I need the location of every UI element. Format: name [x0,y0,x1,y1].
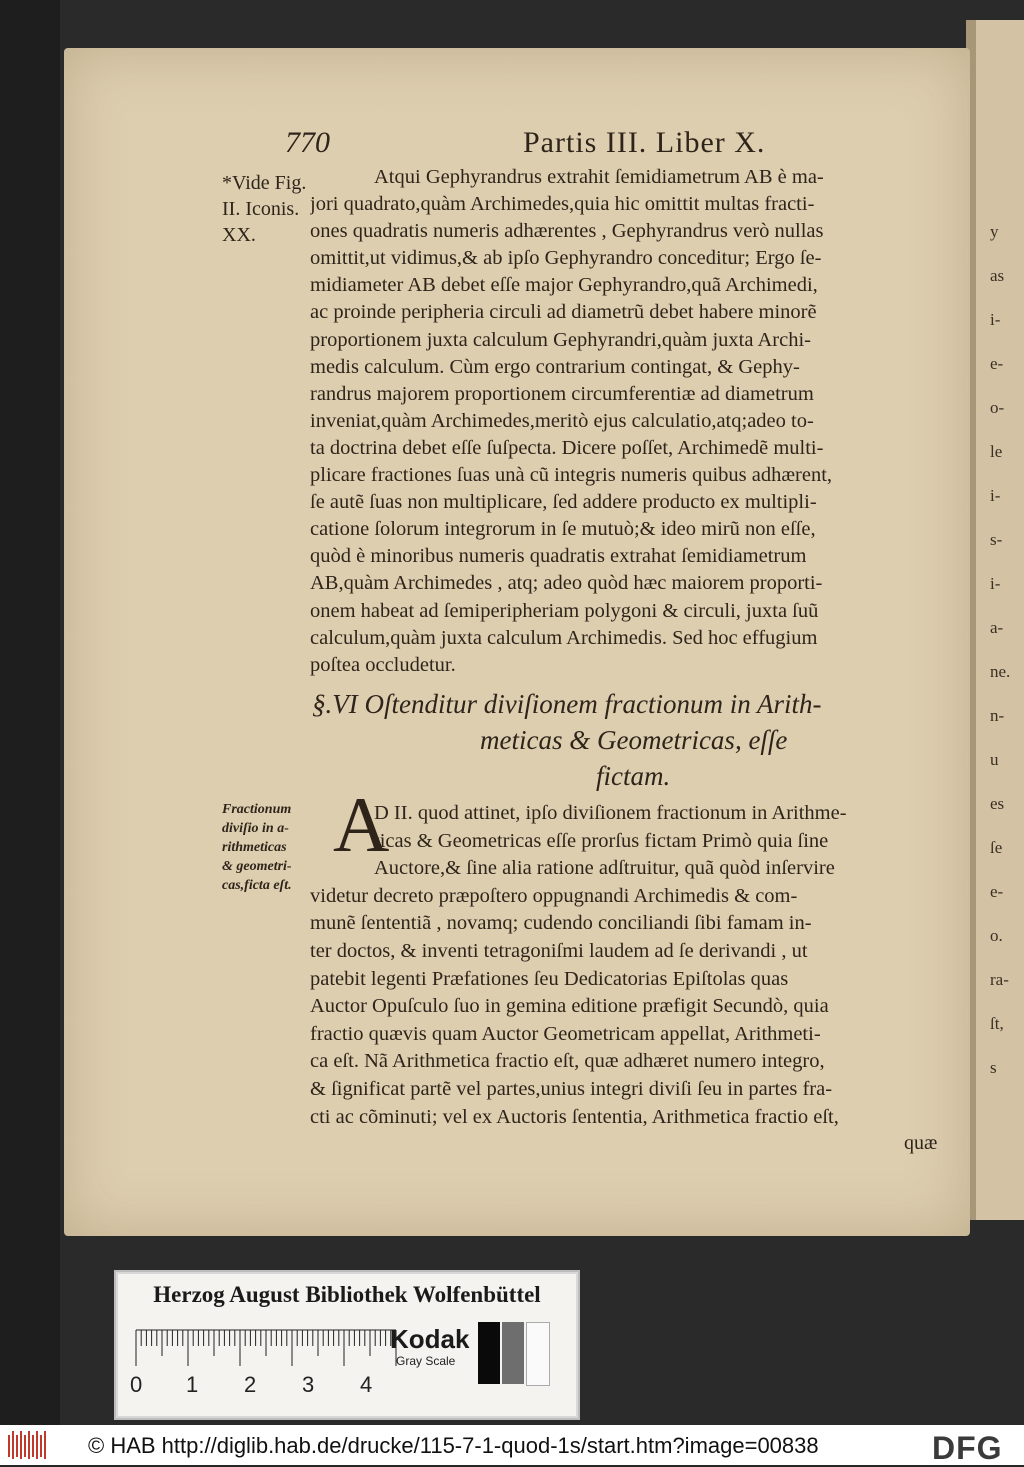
text-line: onem habeat ad ſemiperipheriam polygoni & circuli, juxta ſuũ [310,599,819,622]
fragment-text: s- [990,530,1003,549]
text-line: randrus majorem proportionem circumferentiæ ad diametrum [310,382,814,405]
library-name: Herzog August Bibliothek Wolfenbüttel [153,1282,541,1307]
fragment-text: ne. [990,662,1011,681]
text-line: ac proinde peripheria circuli ad diametrũ debet habere minorẽ [310,301,817,324]
text-line: D II. quod attinet, ipſo diviſionem fractionum in Arithme- [374,802,847,824]
text-line: munẽ ſententiã , novamq; cudendo conciliandi ſibi famam in- [310,912,812,935]
fragment-text: ſt, [990,1014,1004,1033]
swatch-black [478,1322,500,1384]
paragraph-1 [310,164,960,679]
scanner-edge [0,0,60,1425]
swatch-white [526,1322,550,1386]
barcode-icon [6,1429,50,1461]
text-line: ſe autẽ ſuas non multiplicare, ſed addere producto ex multipli- [310,491,817,514]
text-line: plicare fractiones ſuas unà cũ integris numeris quibus adhærent, [310,464,833,487]
text-line: ones quadratis numeris adhærentes , Gephyrandrus verò nullas [310,220,824,243]
text-line: videtur decreto præpoſtero oppugnandi Archimedis & com- [310,884,798,907]
margin-note-figure-ref: *Vide Fig. II. Iconis. XX. [222,172,307,246]
text-line: quòd è minoribus numeris quadratis extrahat ſemidiametrum [310,545,807,568]
fragment-text: a- [990,618,1004,637]
text-line: poſtea occludetur. [310,653,456,676]
text-line: omittit,ut vidimus,& ab ipſo Gephyrandro conceditur; Ergo ſe- [310,247,822,270]
kodak-logo: Kodak [390,1324,470,1354]
page-number: 770 [285,126,330,159]
text-line: & ſignificat partẽ vel partes,unius integri diviſi ſeu in partes fra- [310,1077,833,1100]
fragment-text: u [990,750,999,769]
fragment-text: e- [990,882,1004,901]
fragment-text: le [990,442,1003,461]
fragment-text: i- [990,486,1001,505]
fragment-text: o- [990,398,1005,417]
fragment-text: i- [990,310,1001,329]
fragment-text: y [990,222,999,241]
running-title: Partis III. Liber X. [523,126,766,159]
text-line: ter doctos, & inventi tetragoniſmi laudem ad ſe derivandi , ut [310,939,808,962]
text-line: ta doctrina debet eſſe ſuſpecta. Dicere poſſet, Archimedẽ multi- [310,436,824,459]
fragment-text: i- [990,574,1001,593]
drop-cap: A [333,781,390,868]
fragment-text: as [990,266,1005,285]
library-scale-card [116,1272,578,1418]
fragment-text: ſe [990,838,1003,857]
text-line: fractio quævis quam Auctor Geometricam appellat, Arithmeti- [310,1022,821,1045]
text-line: inveniat,quàm Archimedes,meritò ejus calculatio,atq;adeo to- [310,409,814,432]
paragraph-2 [310,800,960,1131]
fragment-text: e- [990,354,1004,373]
text-line: ca eſt. Nã Arithmetica fractio eſt, quæ adhæret numero integro, [310,1050,825,1073]
section-heading: §.VI Oſtenditur diviſionem fractionum in Arith- meticas & Geometricas, eſſe fictam. [312,689,822,791]
text-line: catione ſolorum integrorum in ſe mutuò;& ideo mirũ non eſſe, [310,518,816,541]
gray-scale-label: Gray Scale [396,1354,456,1368]
dfg-logo: DFG [932,1430,1003,1466]
fragment-text: ra- [990,970,1009,989]
text-line: jori quadrato,quàm Archimedes,quia hic omittit multas fracti- [310,193,815,216]
ruler-icon [132,1328,402,1368]
fragment-text: es [990,794,1005,813]
swatch-gray [502,1322,524,1384]
ruler-numbers: 0 1 2 3 4 [130,1372,373,1397]
text-line: calculum,quàm juxta calculum Archimedis. Sed hoc effugium [310,626,818,649]
footer-bar [0,1425,1024,1465]
footer-credit: © HAB http://diglib.hab.de/drucke/115-7-1-quod-1s/start.htm?image=00838 [88,1433,819,1458]
fragment-text: o. [990,926,1003,945]
text-line: cti ac cõminuti; vel ex Auctoris ſententia, Arithmetica fractio eſt, [310,1105,839,1128]
catchword: quæ [904,1132,938,1154]
text-line: patebit legenti Præfationes ſeu Dedicatorias Epiſtolas quas [310,967,789,990]
margin-note-fractions: Fractionum diviſio in a- rithmeticas & geometri- cas,ficta eſt. [222,802,292,893]
text-line: Auctore,& ſine alia ratione adſtruitur, quã quòd inſervire [374,857,835,880]
adjacent-page-fragments [990,210,1024,1090]
text-line: Auctor Opuſculo ſuo in gemina editione præfigit Secundò, quia [310,995,829,1018]
text-line: AB,quàm Archimedes , atq; adeo quòd hæc maiorem proporti- [310,572,823,595]
text-line: Atqui Gephyrandrus extrahit ſemidiametrum AB è ma- [374,166,824,188]
page-header [285,126,785,162]
fragment-text: n- [990,706,1005,725]
text-line: medis calculum. Cùm ergo contrarium contingat, & Gephy- [310,355,800,378]
text-line: ticas & Geometricas eſſe prorſus fictam Primò quia ſine [374,829,829,852]
fragment-text: s [990,1058,997,1077]
text-line: midiameter AB debet eſſe major Gephyrandro,quã Archimedi, [310,274,818,297]
text-line: proportionem juxta calculum Gephyrandri,quàm juxta Archi- [310,328,811,351]
